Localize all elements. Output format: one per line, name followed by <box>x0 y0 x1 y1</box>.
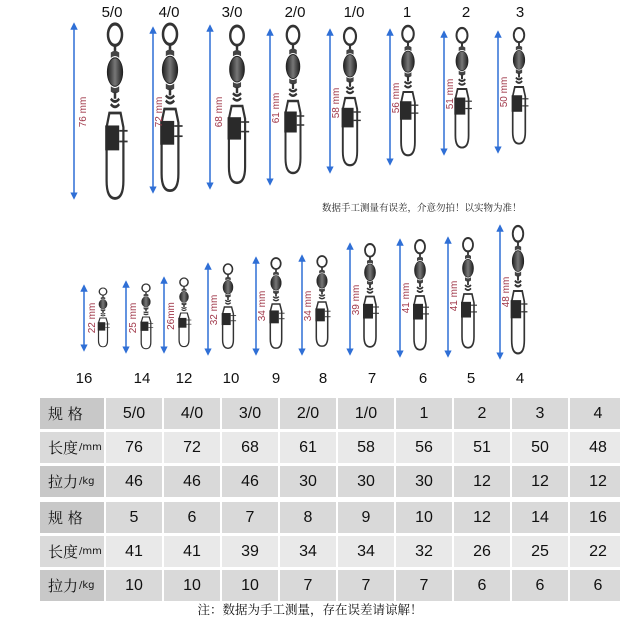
bottom-length-label: 26mm <box>166 302 177 330</box>
spec-cell: 3 <box>512 398 568 429</box>
force-cell: 12 <box>512 466 568 497</box>
length-cell: 48 <box>570 432 620 463</box>
top-size-label: 1/0 <box>343 4 365 21</box>
force-cell: 7 <box>280 570 336 601</box>
force-cell: 7 <box>396 570 452 601</box>
bottom-length-label: 25 mm <box>128 302 139 334</box>
bottom-size-label: 9 <box>271 370 281 387</box>
spec-row-lower <box>40 502 606 533</box>
force-cell: 46 <box>164 466 220 497</box>
length-header: 长度 /mm <box>40 432 104 463</box>
length-cell: 32 <box>396 536 452 567</box>
length-cell: 76 <box>106 432 162 463</box>
spec-cell: 2 <box>454 398 510 429</box>
length-cell: 56 <box>396 432 452 463</box>
top-length-label: 61 mm <box>271 92 282 124</box>
measurement-note: 数据手工测量有误差，介意勿拍！以实物为准！ <box>322 203 522 214</box>
bottom-size-label: 5 <box>466 370 476 387</box>
force-cell: 7 <box>338 570 394 601</box>
bottom-size-label: 10 <box>222 370 240 387</box>
spec-cell: 1 <box>396 398 452 429</box>
spec-cell: 7 <box>222 502 278 533</box>
length-row-upper <box>40 432 606 463</box>
spec-cell: 5/0 <box>106 398 162 429</box>
top-swivels <box>74 24 528 198</box>
length-cell: 61 <box>280 432 336 463</box>
length-cell: 25 <box>512 536 568 567</box>
bottom-size-label: 6 <box>418 370 428 387</box>
force-cell: 6 <box>570 570 620 601</box>
force-cell: 46 <box>106 466 162 497</box>
top-size-label: 5/0 <box>101 4 123 21</box>
bottom-length-label: 32 mm <box>209 294 220 326</box>
force-header: 拉力 /kg <box>40 466 104 497</box>
top-length-label: 56 mm <box>391 82 402 114</box>
force-cell: 10 <box>106 570 162 601</box>
length-cell: 34 <box>280 536 336 567</box>
top-length-label: 58 mm <box>331 87 342 119</box>
spec-cell: 16 <box>570 502 620 533</box>
spec-cell: 14 <box>512 502 568 533</box>
top-size-label: 2 <box>461 4 471 21</box>
top-length-label: 51 mm <box>445 78 456 110</box>
spec-cell: 5 <box>106 502 162 533</box>
spec-cell: 6 <box>164 502 220 533</box>
spec-cell: 12 <box>454 502 510 533</box>
top-size-label: 3/0 <box>221 4 243 21</box>
force-cell: 30 <box>280 466 336 497</box>
bottom-size-label: 12 <box>175 370 193 387</box>
force-header: 拉力 /kg <box>40 570 104 601</box>
bottom-length-label: 41 mm <box>401 282 412 314</box>
spec-row-upper <box>40 398 606 429</box>
length-cell: 68 <box>222 432 278 463</box>
length-cell: 72 <box>164 432 220 463</box>
spec-cell: 8 <box>280 502 336 533</box>
length-cell: 58 <box>338 432 394 463</box>
bottom-length-label: 48 mm <box>501 276 512 308</box>
length-row-lower <box>40 536 606 567</box>
length-cell: 41 <box>164 536 220 567</box>
force-row-lower <box>40 570 606 601</box>
top-length-label: 76 mm <box>78 96 89 128</box>
spec-table <box>40 398 606 604</box>
spec-cell: 10 <box>396 502 452 533</box>
top-size-label: 1 <box>402 4 412 21</box>
bottom-length-label: 39 mm <box>351 284 362 316</box>
bottom-length-label: 22 mm <box>87 302 98 334</box>
force-cell: 30 <box>396 466 452 497</box>
top-length-label: 68 mm <box>214 96 225 128</box>
bottom-size-label: 4 <box>515 370 525 387</box>
spec-cell: 3/0 <box>222 398 278 429</box>
bottom-size-label: 14 <box>133 370 151 387</box>
spec-header: 规 格 <box>40 502 104 533</box>
force-cell: 46 <box>222 466 278 497</box>
top-size-label: 3 <box>515 4 525 21</box>
length-cell: 34 <box>338 536 394 567</box>
length-cell: 22 <box>570 536 620 567</box>
bottom-length-label: 34 mm <box>303 290 314 322</box>
length-header: 长度 /mm <box>40 536 104 567</box>
bottom-size-label: 7 <box>367 370 377 387</box>
force-cell: 12 <box>454 466 510 497</box>
top-length-label: 50 mm <box>499 76 510 108</box>
spec-header: 规 格 <box>40 398 104 429</box>
force-row-upper <box>40 466 606 497</box>
bottom-size-label: 8 <box>318 370 328 387</box>
top-size-label: 2/0 <box>284 4 306 21</box>
top-size-label: 4/0 <box>158 4 180 21</box>
length-cell: 39 <box>222 536 278 567</box>
length-cell: 41 <box>106 536 162 567</box>
force-cell: 30 <box>338 466 394 497</box>
bottom-size-label: 16 <box>75 370 93 387</box>
force-cell: 10 <box>164 570 220 601</box>
force-cell: 12 <box>570 466 620 497</box>
length-cell: 26 <box>454 536 510 567</box>
spec-cell: 4 <box>570 398 620 429</box>
length-cell: 51 <box>454 432 510 463</box>
bottom-length-label: 34 mm <box>257 290 268 322</box>
force-cell: 6 <box>512 570 568 601</box>
spec-cell: 1/0 <box>338 398 394 429</box>
force-cell: 10 <box>222 570 278 601</box>
top-length-label: 72 mm <box>154 96 165 128</box>
spec-cell: 4/0 <box>164 398 220 429</box>
spec-cell: 2/0 <box>280 398 336 429</box>
length-cell: 50 <box>512 432 568 463</box>
disclaimer-note: 注：数据为手工测量，存在误差请谅解！ <box>197 602 423 617</box>
bottom-length-label: 41 mm <box>449 280 460 312</box>
spec-cell: 9 <box>338 502 394 533</box>
force-cell: 6 <box>454 570 510 601</box>
